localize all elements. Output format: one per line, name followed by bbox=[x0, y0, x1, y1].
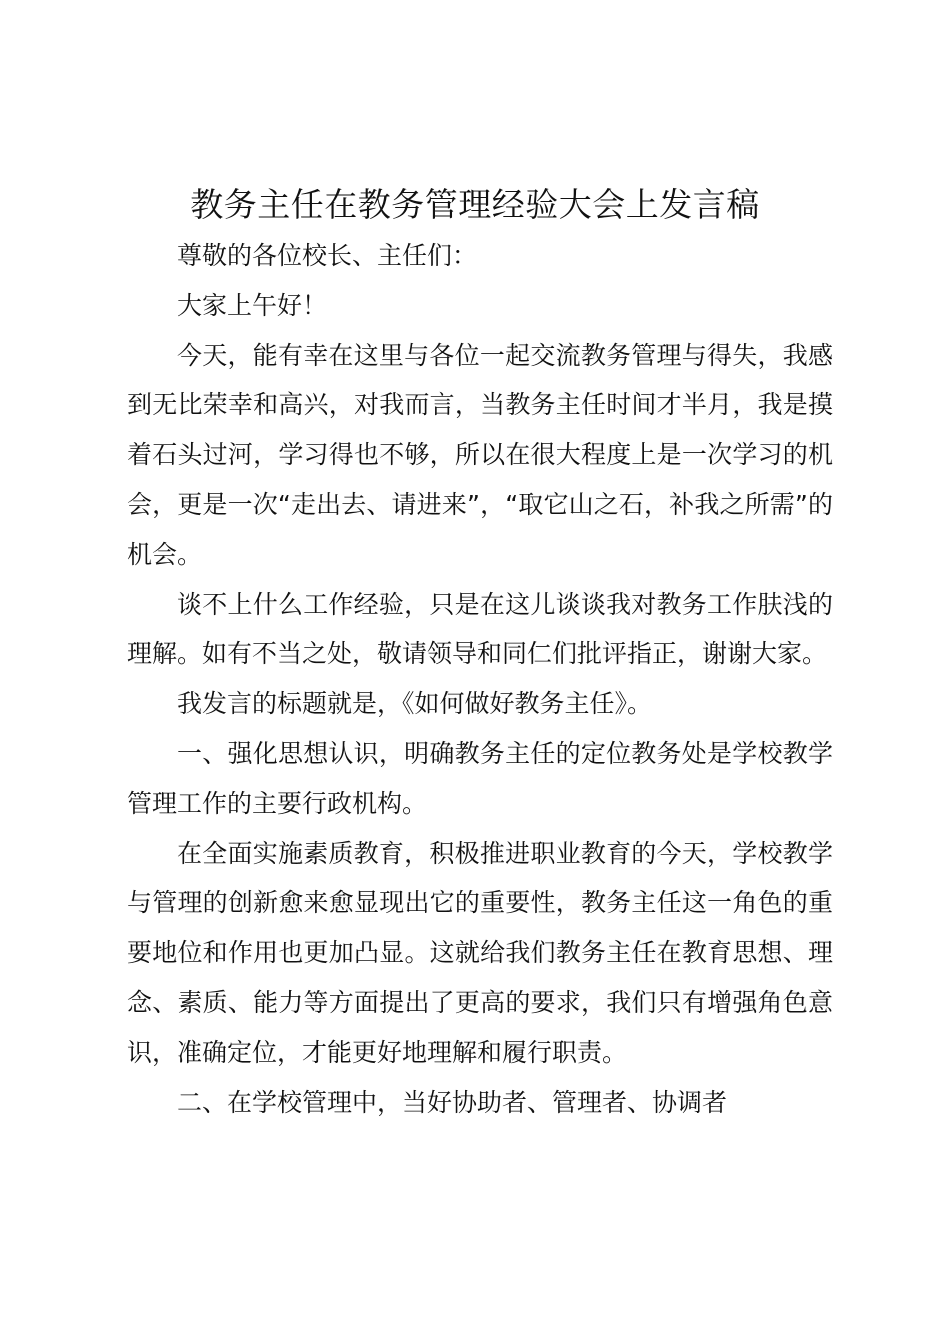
section-heading-2: 二、在学校管理中，当好协助者、管理者、协调者 bbox=[177, 1087, 728, 1117]
paragraph-topic: 我发言的标题就是，《如何做好教务主任》。 bbox=[177, 689, 653, 719]
salutation: 尊敬的各位校长、主任们： bbox=[177, 241, 478, 270]
greeting: 大家上午好！ bbox=[177, 290, 328, 320]
section-heading-1: 一、强化思想认识，明确教务主任的定位教务处是学校教学管理工作的主要行政机构。 bbox=[127, 738, 833, 818]
document-title: 教务主任在教务管理经验大会上发言稿 bbox=[190, 185, 760, 224]
document-body bbox=[127, 231, 833, 1127]
paragraph-opening: 今天，能有幸在这里与各位一起交流教务管理与得失，我感到无比荣幸和高兴，对我而言，当教务主任时间才半月，我是摸着石头过河，学习得也不够，所以在很大程度上是一次学习的机会，更是一次“走出去、请进来”，“取它山之石，补我之所需”的机会。 bbox=[127, 340, 833, 569]
paragraph-modesty: 谈不上什么工作经验，只是在这儿谈谈我对教务工作肤浅的理解。如有不当之处，敬请领导和同仁们批评指正，谢谢大家。 bbox=[127, 589, 833, 669]
paragraph-section-1-body: 在全面实施素质教育，积极推进职业教育的今天，学校教学与管理的创新愈来愈显现出它的重要性，教务主任这一角色的重要地位和作用也更加凸显。这就给我们教务主任在教育思想、理念、素质、能力等方面提出了更高的要求，我们只有增强角色意识，准确定位，才能更好地理解和履行职责。 bbox=[127, 838, 833, 1067]
